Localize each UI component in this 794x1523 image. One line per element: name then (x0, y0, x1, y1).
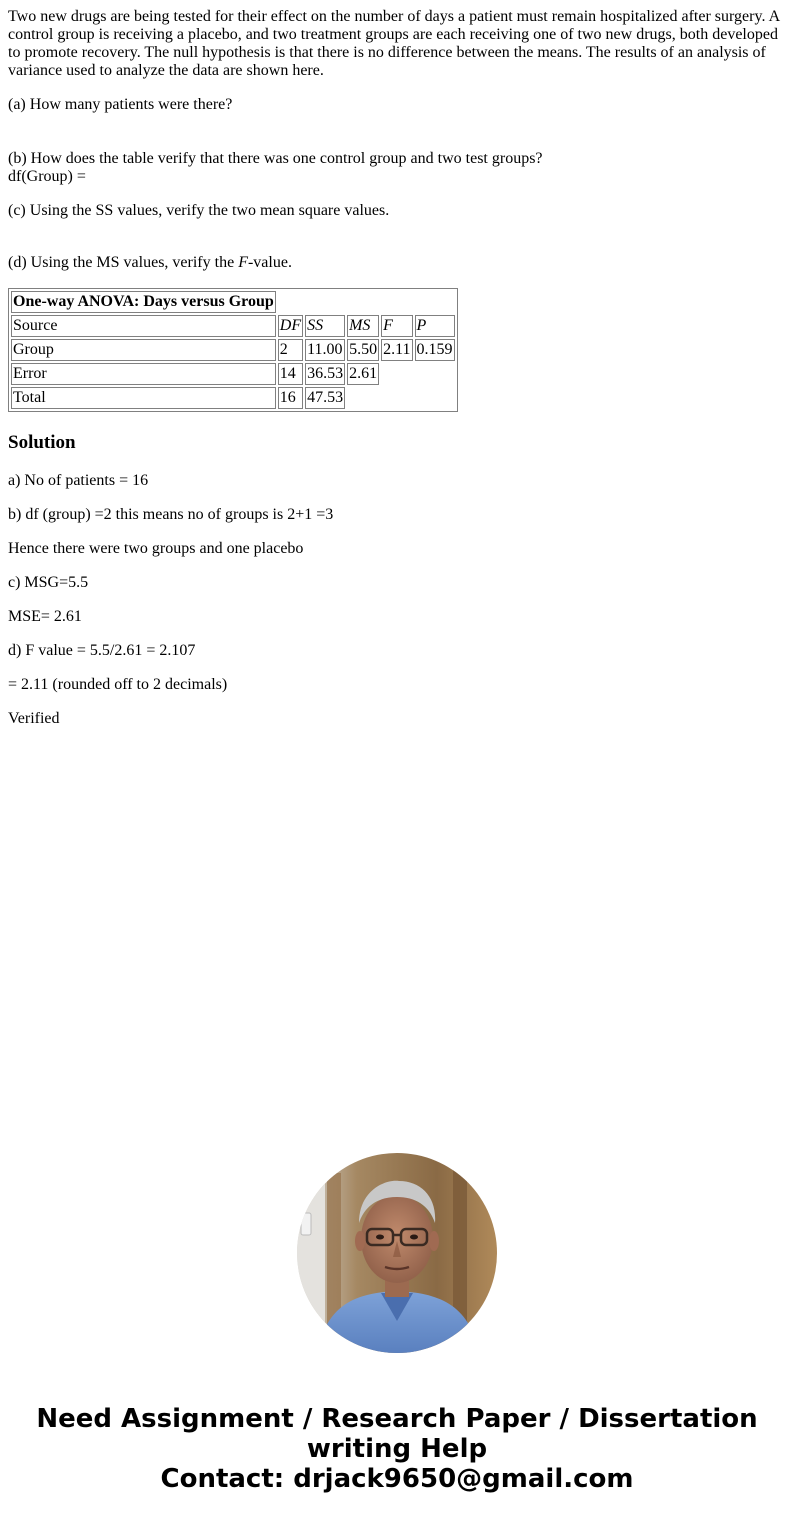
anova-header-ms: MS (347, 315, 379, 337)
table-cell: 14 (278, 363, 303, 385)
question-part-c: (c) Using the SS values, verify the two mean square values. (8, 202, 390, 219)
table-cell: 47.53 (305, 387, 345, 409)
anova-row-error (11, 363, 455, 385)
table-cell: 2 (278, 339, 303, 361)
solution-line: = 2.11 (rounded off to 2 decimals) (8, 676, 228, 693)
table-cell: 11.00 (305, 339, 345, 361)
anova-header-df: DF (278, 315, 303, 337)
solution-line: b) df (group) =2 this means no of groups is 2+1 =3 (8, 506, 334, 523)
table-cell: 5.50 (347, 339, 379, 361)
question-part-d (8, 254, 786, 272)
question-intro: Two new drugs are being tested for their effect on the number of days a patient must remain hospitalized after surgery. A control group is receiving a placebo, and two treatment groups are each receiving one of two new drugs, both developed to promote recovery. The null hypothesis is that there is no difference between the means. The results of an analysis of variance used to analyze the data are shown here. (8, 8, 780, 79)
question-part-b (8, 150, 786, 186)
question-part-a: (a) How many patients were there? (8, 96, 233, 113)
solution-line: Verified (8, 710, 60, 727)
part-d-suffix: -value. (247, 254, 292, 271)
table-cell: 16 (278, 387, 303, 409)
anova-row-group (11, 339, 455, 361)
anova-header-row (11, 315, 455, 337)
anova-header-ss: SS (305, 315, 345, 337)
promo-line-1: Need Assignment / Research Paper / Dissertation (36, 1404, 758, 1434)
anova-header-p: P (415, 315, 455, 337)
question-part-b-df: df(Group) = (8, 168, 86, 185)
author-photo (297, 1153, 497, 1353)
promo-banner (0, 1404, 794, 1494)
part-d-f-symbol: F (238, 254, 248, 271)
table-cell: 0.159 (415, 339, 455, 361)
anova-title: One-way ANOVA: Days versus Group (11, 291, 276, 313)
author-portrait-image (297, 1153, 497, 1353)
solution-line: a) No of patients = 16 (8, 472, 149, 489)
table-cell: 2.61 (347, 363, 379, 385)
anova-table (8, 288, 458, 412)
anova-header-f: F (381, 315, 412, 337)
solution-line: c) MSG=5.5 (8, 574, 89, 591)
table-cell: 2.11 (381, 339, 412, 361)
table-cell: 36.53 (305, 363, 345, 385)
question-part-b-text: (b) How does the table verify that there was one control group and two test groups? (8, 150, 543, 167)
anova-header-source: Source (11, 315, 276, 337)
anova-title-row (11, 291, 455, 313)
document-content (8, 8, 786, 744)
anova-row-total (11, 387, 455, 409)
table-cell: Error (11, 363, 276, 385)
part-d-prefix: (d) Using the MS values, verify the (8, 254, 239, 271)
solution-line: d) F value = 5.5/2.61 = 2.107 (8, 642, 196, 659)
table-cell: Group (11, 339, 276, 361)
promo-contact: Contact: drjack9650@gmail.com (160, 1464, 634, 1494)
solution-line: Hence there were two groups and one placebo (8, 540, 304, 557)
solution-line: MSE= 2.61 (8, 608, 82, 625)
promo-line-2: writing Help (306, 1434, 488, 1464)
solution-heading: Solution (8, 432, 76, 453)
table-cell: Total (11, 387, 276, 409)
